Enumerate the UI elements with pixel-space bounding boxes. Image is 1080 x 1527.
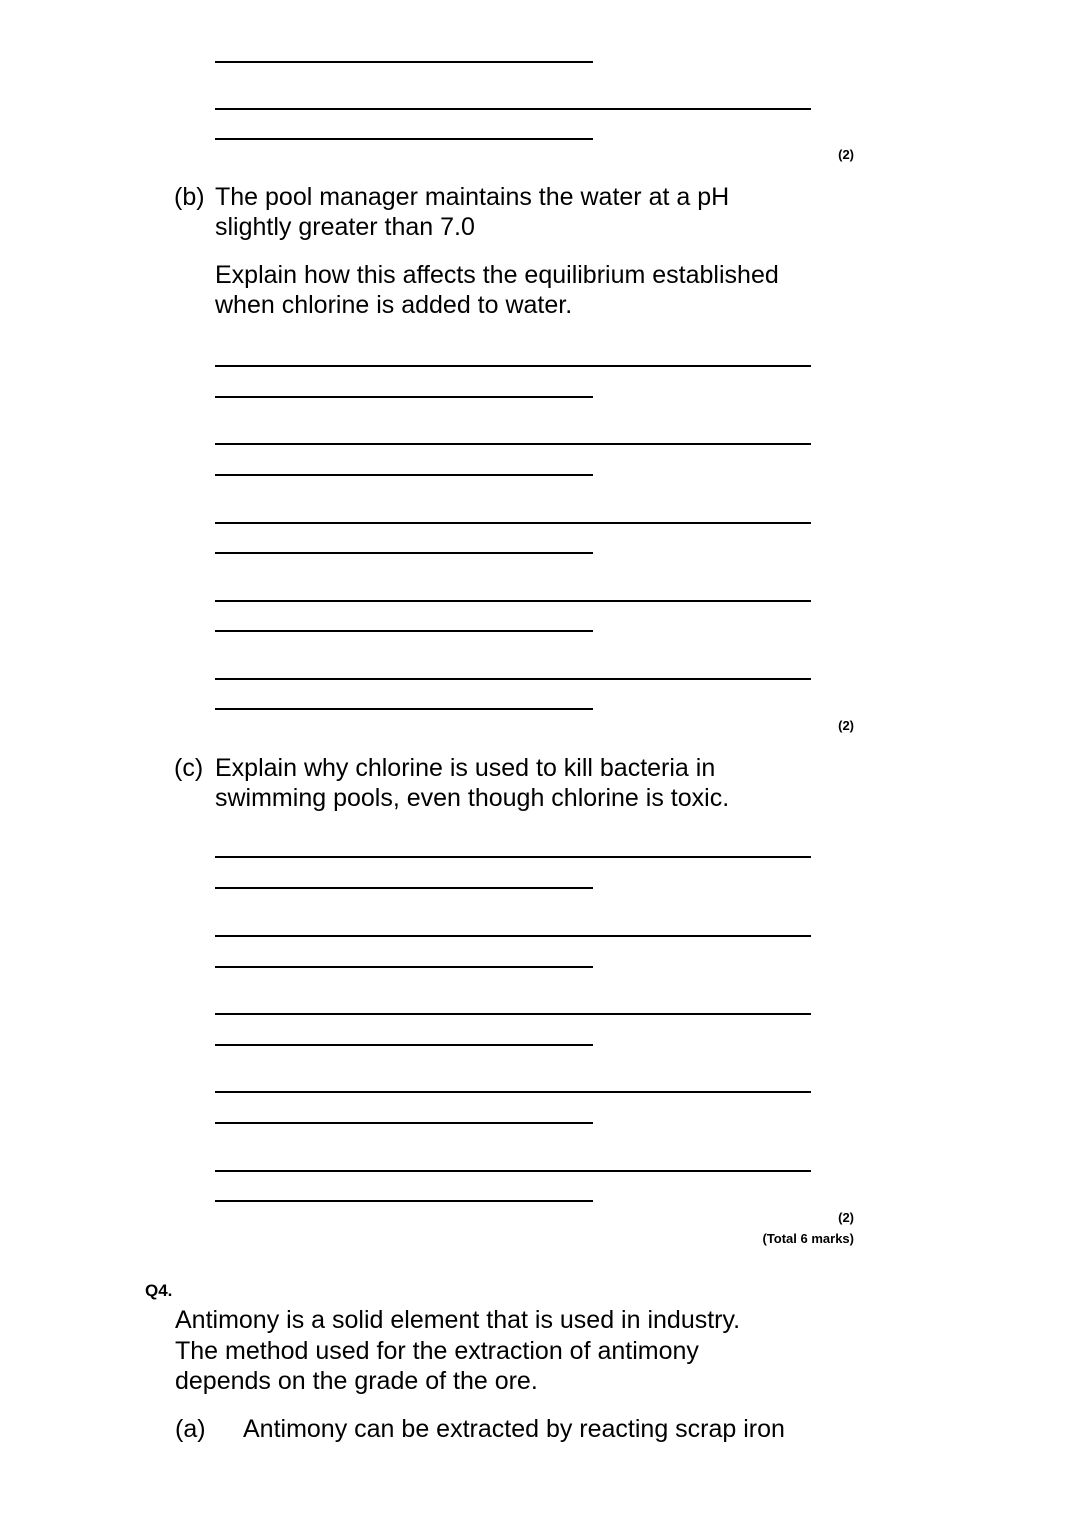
answer-line[interactable] [215, 1091, 811, 1093]
marks-label: (2) [838, 147, 854, 162]
question-text: depends on the grade of the ore. [175, 1367, 538, 1395]
answer-line[interactable] [215, 1170, 811, 1172]
answer-line[interactable] [215, 678, 811, 680]
question-text: Explain how this affects the equilibrium established [215, 261, 779, 289]
question-text: when chlorine is added to water. [215, 291, 573, 319]
question-text: The pool manager maintains the water at a pH [215, 183, 730, 211]
question-text: The method used for the extraction of antimony [175, 1337, 699, 1365]
answer-line[interactable] [215, 522, 811, 524]
answer-line[interactable] [215, 1200, 593, 1202]
answer-line[interactable] [215, 856, 811, 858]
question-label: (a) [175, 1415, 206, 1443]
marks-label: (2) [838, 1210, 854, 1225]
answer-line[interactable] [215, 365, 811, 367]
answer-line[interactable] [215, 108, 811, 110]
answer-line[interactable] [215, 1013, 811, 1015]
answer-line[interactable] [215, 708, 593, 710]
answer-line[interactable] [215, 61, 593, 63]
answer-line[interactable] [215, 396, 593, 398]
question-a [175, 1414, 785, 1445]
marks-label: (2) [838, 718, 854, 733]
answer-line[interactable] [215, 966, 593, 968]
question-number: Q4. [145, 1281, 173, 1300]
total-marks-label: (Total 6 marks) [762, 1231, 854, 1246]
answer-line[interactable] [215, 1122, 593, 1124]
answer-line[interactable] [215, 887, 593, 889]
question-text: Explain why chlorine is used to kill bacteria in [215, 754, 716, 782]
answer-line[interactable] [215, 600, 811, 602]
question-label: (b) [174, 183, 205, 211]
question-b [174, 182, 729, 213]
question-c [174, 753, 715, 784]
answer-line[interactable] [215, 630, 593, 632]
answer-line[interactable] [215, 474, 593, 476]
answer-line[interactable] [215, 552, 593, 554]
question-text: Antimony can be extracted by reacting scrap iron [243, 1415, 785, 1443]
answer-line[interactable] [215, 1044, 593, 1046]
question-text: Antimony is a solid element that is used in industry. [175, 1306, 741, 1334]
answer-line[interactable] [215, 935, 811, 937]
answer-line[interactable] [215, 443, 811, 445]
question-label: (c) [174, 754, 204, 782]
answer-line[interactable] [215, 138, 593, 140]
question-text: swimming pools, even though chlorine is toxic. [215, 784, 730, 812]
question-text: slightly greater than 7.0 [215, 213, 475, 241]
